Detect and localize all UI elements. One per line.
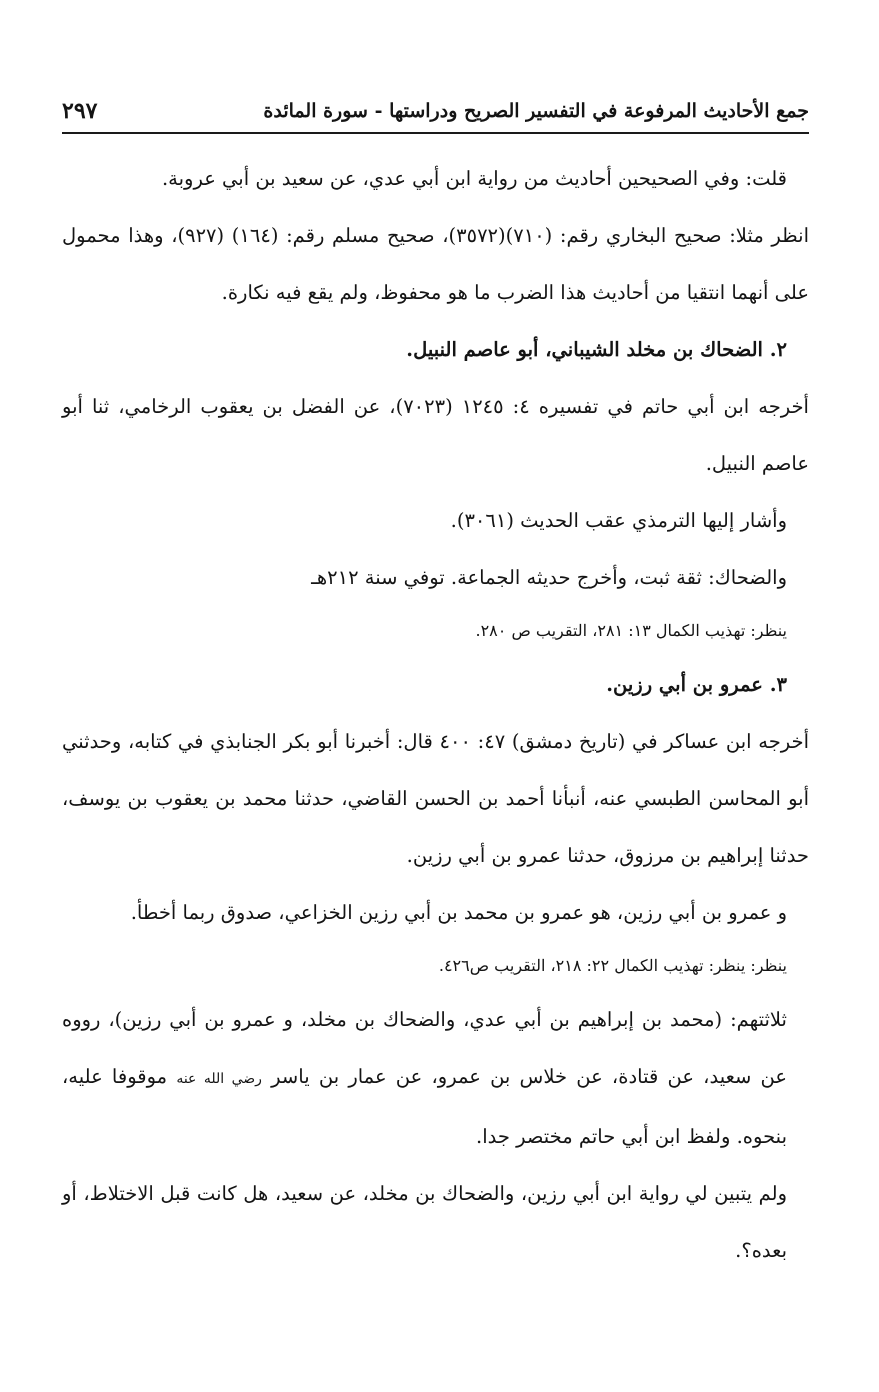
reference-note: ينظر: تهذيب الكمال ١٣: ٢٨١، التقريب ص ٢٨٠. [475,621,787,640]
paragraph-tirmidhi: وأشار إليها الترمذي عقب الحديث (٣٠٦١). [450,509,787,532]
page-header [62,96,809,134]
reference-note: ينظر: ينظر: تهذيب الكمال ٢٢: ٢١٨، التقريب ص٤٢٦. [438,956,787,975]
section-heading-dahhak: ٢. الضحاك بن مخلد الشيباني، أبو عاصم النبيل. [406,338,787,361]
paragraph-ibn-asakir: أخرجه ابن عساكر في (تاريخ دمشق) ٤٧: ٤٠٠ قال: أخبرنا أبو بكر الجنابذي في كتابه، وحدثني أبو المحاسن الطبسي عنه، أنبأنا أحمد بن الحسن القاضي، حدثنا محمد بن يعقوب بن يوسف، حدثنا إبراهيم بن مرزوق، حدثنا عمرو بن أبي رزين. [62,730,810,867]
paragraph-example: انظر مثلا: صحيح البخاري رقم: (٧١٠)(٣٥٧٢)، صحيح مسلم رقم: (١٦٤) (٩٢٧)، وهذا محمول على أنهما انتقيا من أحاديث هذا الضرب ما هو محفوظ، ولم يقع فيه نكارة. [62,224,810,304]
paragraph-ibn-abi-hatim: أخرجه ابن أبي حاتم في تفسيره ٤: ١٢٤٥ (٧٠٢٣)، عن الفضل بن يعقوب الرخامي، ثنا أبو عاصم النبيل. [62,395,809,475]
honorific-symbol: رضي الله عنه [176,1071,262,1087]
page-number: ٢٩٧ [62,98,98,124]
paragraph-text: ثلاثتهم: (محمد بن إبراهيم بن أبي عدي، والضحاك بن مخلد، و عمرو بن أبي رزين)، رووه عن سعيد، عن قتادة، عن خلاس بن عمرو، عن عمار بن ياسر [62,1008,788,1088]
paragraph-dahhak-grade: والضحاك: ثقة ثبت، وأخرج حديثه الجماعة. توفي سنة ٢١٢هـ [311,566,787,589]
paragraph-conclusion: ولم يتبين لي رواية ابن أبي رزين، والضحاك بن مخلد، عن سعيد، هل كانت قبل الاختلاط، أو بعده؟. [62,1182,787,1262]
body-text [62,150,809,1279]
paragraph-note: قلت: وفي الصحيحين أحاديث من رواية ابن أبي عدي، عن سعيد بن أبي عروبة. [161,167,787,190]
paragraph-amr-grade: و عمرو بن أبي رزين، هو عمرو بن محمد بن أبي رزين الخزاعي، صدوق ربما أخطأ. [130,901,787,924]
running-title: جمع الأحاديث المرفوعة في التفسير الصريح ودراستها - سورة المائدة [263,100,809,122]
paragraph-text: موقوفا عليه، بنحوه. ولفظ ابن أبي حاتم مختصر جدا. [62,1065,787,1148]
paragraph-three-narrators [62,991,809,1165]
section-heading-amr: ٣. عمرو بن أبي رزين. [606,673,787,696]
